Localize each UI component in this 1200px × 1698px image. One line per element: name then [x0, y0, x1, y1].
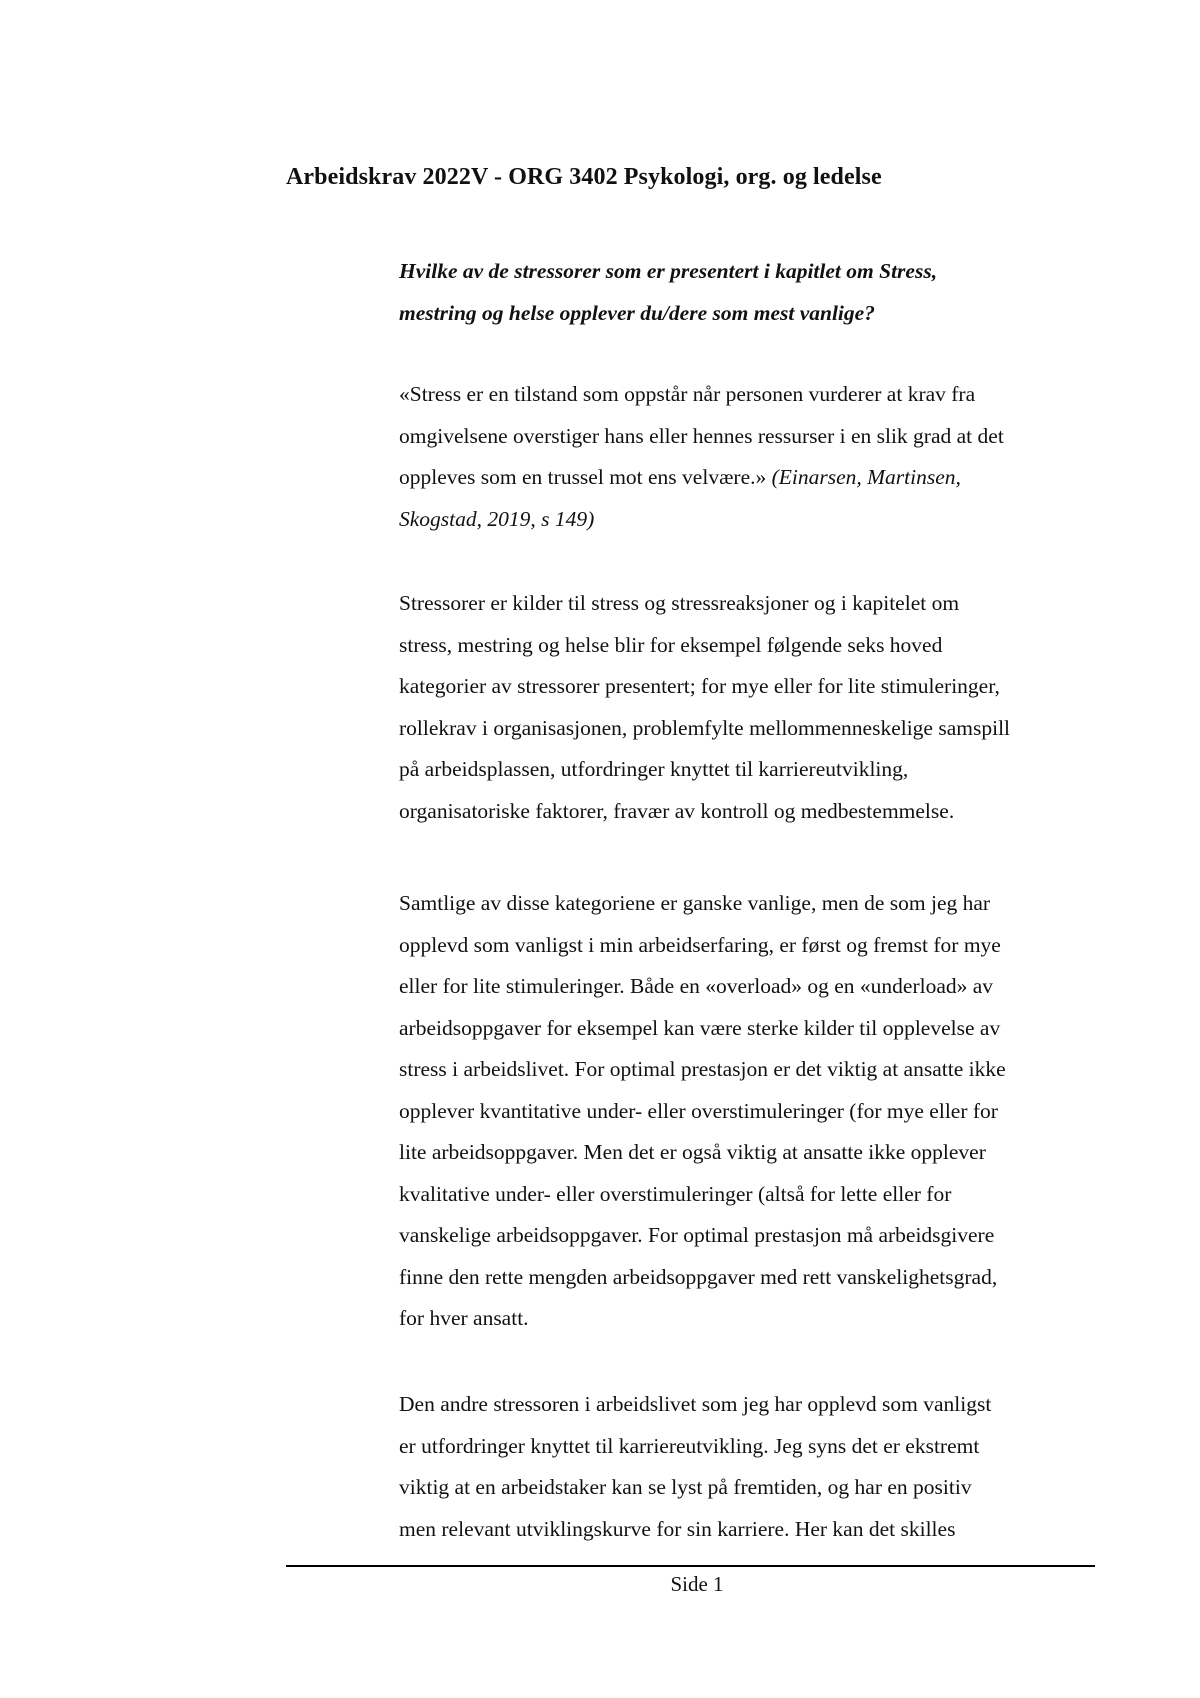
- paragraph-line: er utfordringer knyttet til karriereutvikling. Jeg syns det er ekstremt: [399, 1433, 980, 1458]
- paragraph-stressors-intro: [399, 583, 1099, 832]
- quote-citation-continued: Skogstad, 2019, s 149): [399, 506, 595, 531]
- paragraph-line: Samtlige av disse kategoriene er ganske vanlige, men de som jeg har: [399, 891, 991, 915]
- quote-line: «Stress er en tilstand som oppstår når personen vurderer at krav fra: [399, 382, 976, 406]
- paragraph-line: stress, mestring og helse blir for eksempel følgende seks hoved: [399, 632, 943, 657]
- paragraph-line: opplevd som vanligst i min arbeidserfaring, er først og fremst for mye: [399, 932, 1001, 957]
- paragraph-line: på arbeidsplassen, utfordringer knyttet til karriereutvikling,: [399, 757, 909, 781]
- question-line: Hvilke av de stressorer som er presentert i kapitlet om Stress,: [399, 259, 938, 283]
- question-heading: [399, 251, 1099, 334]
- page-number: Side 1: [670, 1572, 724, 1596]
- paragraph-line: vanskelige arbeidsoppgaver. For optimal prestasjon må arbeidsgivere: [399, 1223, 995, 1247]
- paragraph-line: men relevant utviklingskurve for sin karriere. Her kan det skilles: [399, 1516, 956, 1541]
- paragraph-line: Den andre stressoren i arbeidslivet som jeg har opplevd som vanligst: [399, 1392, 992, 1416]
- paragraph-line: kvalitative under- eller overstimuleringer (altså for lette eller for: [399, 1181, 952, 1206]
- page-footer: [0, 1572, 1200, 1597]
- paragraph-line: Stressorer er kilder til stress og stressreaksjoner og i kapitelet om: [399, 591, 960, 615]
- quote-citation: (Einarsen, Martinsen,: [771, 465, 961, 489]
- quote-line: omgivelsene overstiger hans eller hennes ressurser i en slik grad at det: [399, 423, 1004, 448]
- paragraph-line: lite arbeidsoppgaver. Men det er også viktig at ansatte ikke opplever: [399, 1140, 986, 1164]
- paragraph-career: [399, 1384, 1099, 1550]
- question-line: mestring og helse opplever du/dere som mest vanlige?: [399, 300, 875, 325]
- paragraph-line: viktig at en arbeidstaker kan se lyst på fremtiden, og har en positiv: [399, 1475, 972, 1499]
- paragraph-line: arbeidsoppgaver for eksempel kan være sterke kilder til opplevelse av: [399, 1015, 1001, 1040]
- paragraph-stimulation: [399, 883, 1099, 1340]
- footer-divider: [286, 1565, 1095, 1567]
- paragraph-line: organisatoriske faktorer, fravær av kontroll og medbestemmelse.: [399, 798, 955, 823]
- paragraph-line: rollekrav i organisasjonen, problemfylte mellommenneskelige samspill: [399, 715, 1011, 740]
- document-title: Arbeidskrav 2022V - ORG 3402 Psykologi, org. og ledelse: [286, 164, 882, 190]
- quote-line-with-citation: [399, 457, 1099, 499]
- paragraph-line: for hver ansatt.: [399, 1306, 529, 1330]
- paragraph-line: kategorier av stressorer presentert; for mye eller for lite stimuleringer,: [399, 674, 1000, 698]
- paragraph-line: eller for lite stimuleringer. Både en «overload» og en «underload» av: [399, 974, 994, 998]
- paragraph-line: finne den rette mengden arbeidsoppgaver med rett vanskelighetsgrad,: [399, 1264, 998, 1289]
- paragraph-line: opplever kvantitative under- eller overstimuleringer (for mye eller for: [399, 1098, 998, 1123]
- paragraph-line: stress i arbeidslivet. For optimal prestasjon er det viktig at ansatte ikke: [399, 1057, 1006, 1081]
- quote-paragraph: [399, 374, 1099, 540]
- quote-line: oppleves som en trussel mot ens velvære.»: [399, 465, 772, 489]
